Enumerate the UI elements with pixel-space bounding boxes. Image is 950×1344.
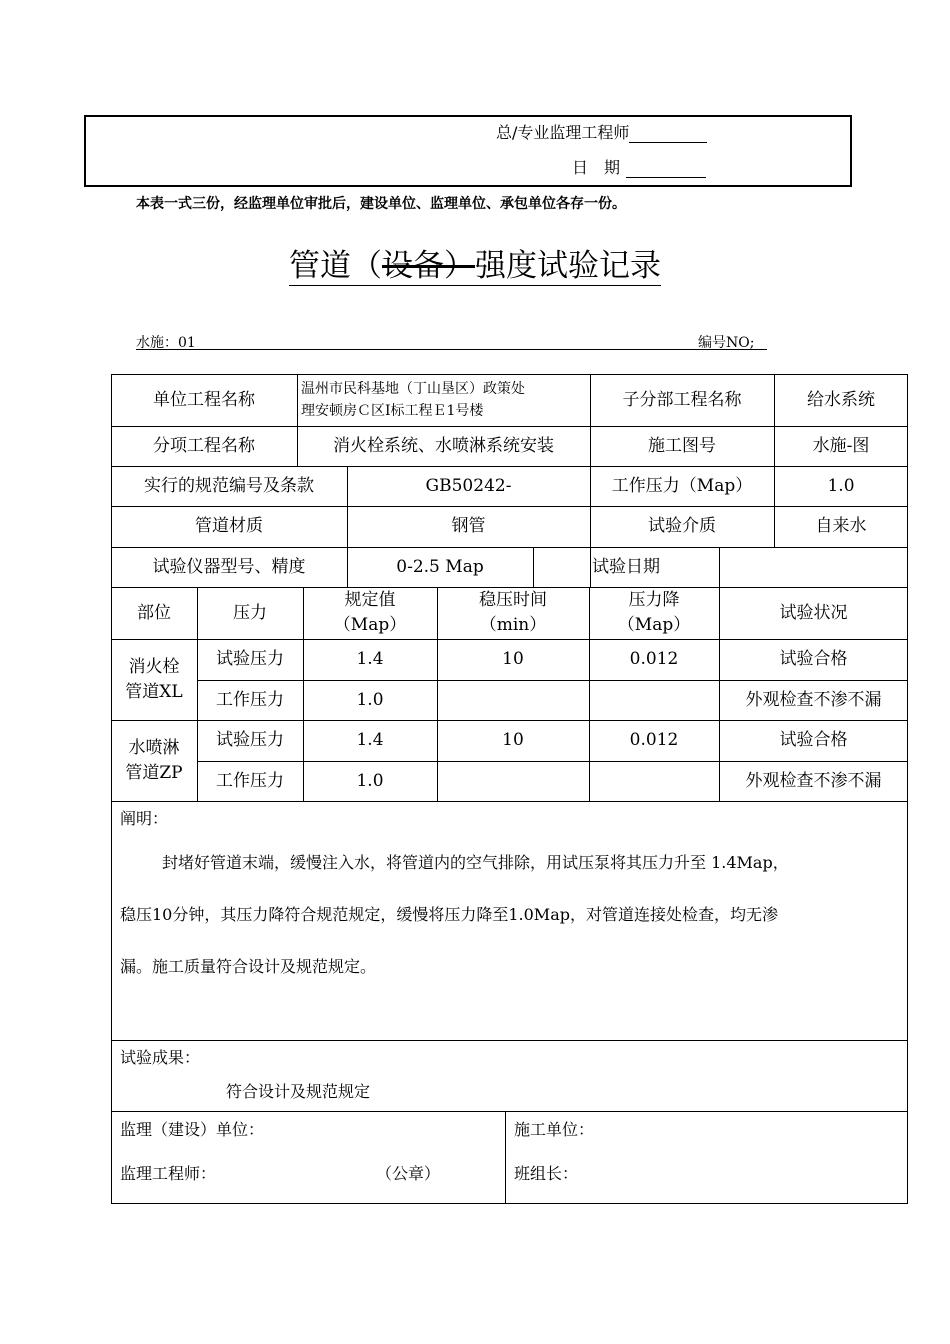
header-pressure-drop — [589, 587, 719, 639]
sub-project-label: 子分部工程名称 — [622, 389, 742, 410]
title-struck: 设备） — [382, 248, 475, 284]
table-cell-time[interactable] — [437, 761, 589, 801]
header-spec-value-line2: （Map） — [333, 615, 407, 635]
table-cell-drop[interactable] — [589, 761, 719, 801]
signature-box — [84, 115, 852, 187]
explanation-line1[interactable]: 封堵好管道末端，缓慢注入水，将管道内的空气排除，用试压泵将其压力升至 1.4Map， — [162, 853, 789, 872]
table-cell-drop[interactable]: 0.012 — [629, 730, 679, 750]
part-line1: 消火栓 — [128, 656, 180, 677]
header-drop-line1: 压力降 — [628, 590, 680, 610]
result-value[interactable]: 符合设计及规范规定 — [226, 1082, 371, 1101]
drawing-value[interactable]: 水施-图 — [812, 435, 870, 456]
item-project-label: 分项工程名称 — [153, 435, 255, 456]
title-part1: 管道（ — [289, 248, 382, 284]
official-seal-label: （公章） — [376, 1164, 441, 1183]
engineer-label: 总/专业监理工程师 — [496, 123, 630, 142]
item-project-value[interactable]: 消火栓系统、水喷淋系统安装 — [333, 435, 554, 456]
table-cell-time[interactable]: 10 — [502, 730, 524, 750]
explanation-label: 阐明： — [120, 809, 169, 828]
page-title — [0, 240, 950, 285]
table-cell-pressure: 试验压力 — [216, 730, 284, 750]
unit-project-value[interactable] — [297, 374, 590, 426]
result-label: 试验成果： — [120, 1048, 201, 1067]
part-line2: 管道ZP — [125, 762, 183, 783]
date-label: 日 期 — [572, 158, 621, 177]
explanation-line2[interactable]: 稳压10分钟，其压力降符合规范规定，缓慢将压力降至1.0Map，对管道连接处检查，均无渗 — [120, 905, 778, 924]
table-cell-pressure: 工作压力 — [216, 689, 284, 710]
header-spec-value — [303, 587, 437, 639]
engineer-signature-field[interactable] — [629, 126, 707, 143]
part-line2: 管道XL — [125, 681, 183, 702]
table-cell-pressure: 试验压力 — [216, 649, 284, 669]
supervision-unit-label: 监理（建设）单位： — [120, 1120, 265, 1139]
header-hold-time-line2: （min） — [479, 615, 547, 635]
record-number: 编号NO; — [698, 335, 755, 351]
spec-label: 实行的规范编号及条款 — [144, 475, 314, 496]
work-pressure-label: 工作压力（Map） — [611, 475, 753, 496]
table-cell-pressure: 工作压力 — [216, 770, 284, 791]
meta-underline — [136, 349, 767, 350]
header-spec-value-line1: 规定值 — [344, 590, 396, 610]
engineer-signature-line — [496, 120, 707, 143]
material-label: 管道材质 — [195, 516, 263, 536]
spec-value[interactable]: GB50242- — [425, 475, 512, 496]
medium-value[interactable]: 自来水 — [815, 516, 867, 536]
header-drop-line2: （Map） — [617, 615, 691, 635]
construction-unit-label: 施工单位： — [514, 1120, 595, 1139]
unit-project-value-line2: 理安顿房Ｃ区Ⅰ标工程Ｅ1号楼 — [301, 403, 484, 419]
group-part-sprinkler — [111, 720, 197, 801]
work-pressure-value[interactable]: 1.0 — [827, 475, 855, 496]
instrument-label: 试验仪器型号、精度 — [152, 556, 306, 577]
supervision-engineer-label: 监理工程师： — [120, 1164, 217, 1183]
explanation-line3[interactable]: 漏。施工质量符合设计及规范规定。 — [120, 957, 377, 976]
unit-project-label: 单位工程名称 — [153, 389, 255, 410]
table-cell-status[interactable]: 外观检查不渗不漏 — [745, 689, 882, 710]
group-part-hydrant — [111, 639, 197, 720]
header-hold-time-line1: 稳压时间 — [479, 590, 547, 610]
date-signature-line — [572, 155, 706, 178]
table-cell-drop[interactable] — [589, 680, 719, 720]
team-leader-label: 班组长： — [514, 1164, 579, 1183]
row-divider — [111, 1111, 908, 1112]
table-cell-value[interactable]: 1.0 — [356, 689, 384, 710]
table-cell-time[interactable] — [437, 680, 589, 720]
date-field[interactable] — [626, 161, 706, 178]
title-part2: 强度试验记录 — [475, 248, 661, 284]
table-cell-status[interactable]: 试验合格 — [779, 730, 848, 750]
instrument-value[interactable]: 0-2.5 Map — [396, 556, 484, 577]
col-divider — [505, 1111, 506, 1204]
table-cell-value[interactable]: 1.4 — [356, 730, 384, 750]
header-pressure: 压力 — [233, 602, 267, 623]
table-cell-status[interactable]: 外观检查不渗不漏 — [745, 770, 882, 791]
copies-note: 本表一式三份，经监理单位审批后，建设单位、监理单位、承包单位各存一份。 — [136, 196, 626, 212]
test-date-value[interactable] — [719, 547, 908, 587]
test-date-label: 试验日期 — [592, 556, 660, 577]
table-cell-drop[interactable]: 0.012 — [629, 649, 679, 669]
header-hold-time — [437, 587, 589, 639]
table-cell-value[interactable]: 1.0 — [356, 770, 384, 791]
table-cell-value[interactable]: 1.4 — [356, 649, 384, 669]
header-status: 试验状况 — [779, 602, 848, 623]
unit-project-value-line1: 温州市民科基地（丁山垦区）政策处 — [301, 381, 525, 397]
drawing-label: 施工图号 — [648, 435, 716, 456]
header-part: 部位 — [137, 602, 171, 623]
row-divider — [111, 1040, 908, 1041]
drawing-ref: 水施：01 — [136, 335, 196, 351]
medium-label: 试验介质 — [648, 516, 716, 536]
row-divider — [111, 801, 908, 802]
material-value[interactable]: 钢管 — [451, 516, 486, 536]
table-cell-time[interactable]: 10 — [502, 649, 524, 669]
table-cell-status[interactable]: 试验合格 — [779, 649, 848, 669]
sub-project-value[interactable]: 给水系统 — [807, 389, 875, 410]
part-line1: 水喷淋 — [128, 737, 180, 758]
